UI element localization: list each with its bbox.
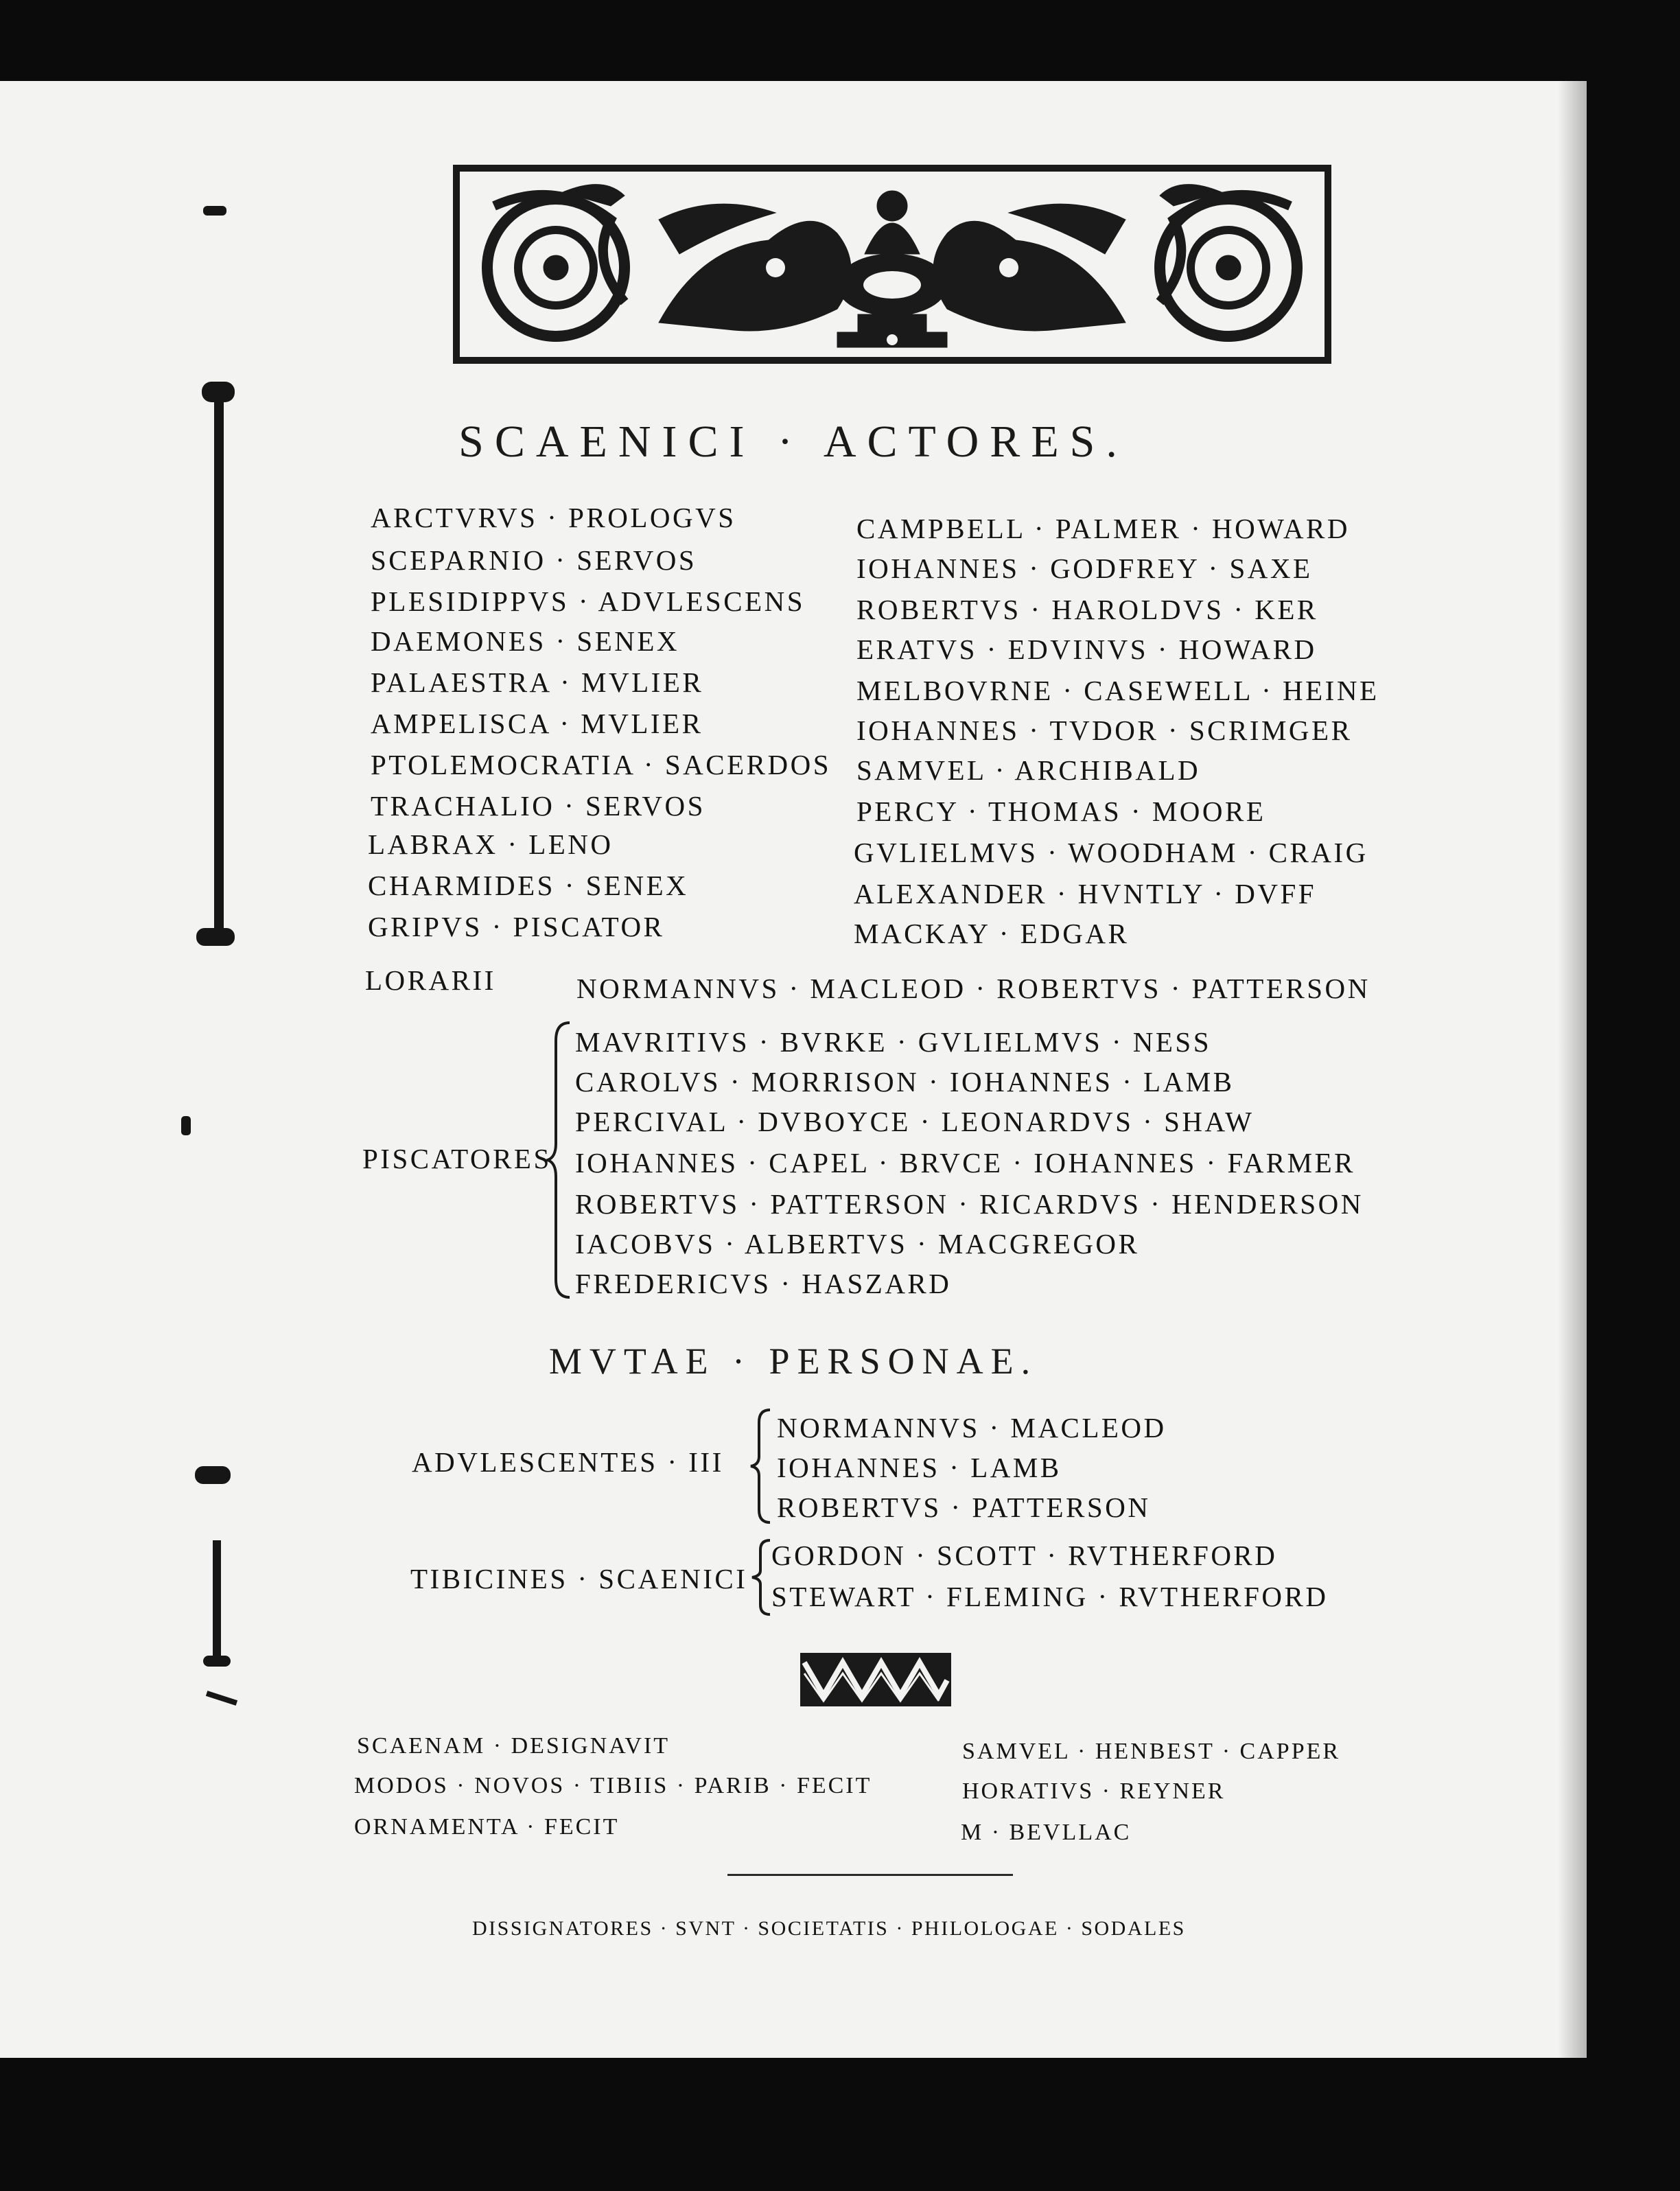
piscator-name: IACOBVS · ALBERTVS · MACGREGOR xyxy=(575,1228,1140,1260)
footer-note: DISSIGNATORES · SVNT · SOCIETATIS · PHILOLOGAE · SODALES xyxy=(472,1917,1186,1940)
binding-mark-mid xyxy=(181,1116,191,1135)
piscator-name: CAROLVS · MORRISON · IOHANNES · LAMB xyxy=(575,1066,1235,1098)
divider-rule xyxy=(727,1874,1013,1876)
binding-knot-upper-top xyxy=(202,382,235,402)
cast-role: TRACHALIO · SERVOS xyxy=(371,790,705,822)
tibicines-label: TIBICINES · SCAENICI xyxy=(410,1563,748,1595)
credit-task: SCAENAM · DESIGNAVIT xyxy=(357,1733,670,1759)
binding-mark-top xyxy=(203,206,226,216)
credit-task: ORNAMENTA · FECIT xyxy=(354,1814,620,1840)
cast-actor: CAMPBELL · PALMER · HOWARD xyxy=(856,513,1350,544)
credit-name: SAMVEL · HENBEST · CAPPER xyxy=(962,1739,1341,1764)
cast-actor: IOHANNES · TVDOR · SCRIMGER xyxy=(856,715,1353,746)
piscator-name: PERCIVAL · DVBOYCE · LEONARDVS · SHAW xyxy=(575,1106,1255,1137)
tibicen-name: STEWART · FLEMING · RVTHERFORD xyxy=(771,1581,1329,1612)
cast-actor: ROBERTVS · HAROLDVS · KER xyxy=(856,594,1318,625)
tibicines-brace xyxy=(751,1538,774,1617)
page-title: SCAENICI · ACTORES. xyxy=(458,417,1128,467)
cast-role: ARCTVRVS · PROLOGVS xyxy=(371,502,736,533)
cast-role: SCEPARNIO · SERVOS xyxy=(371,544,697,576)
cast-actor: ALEXANDER · HVNTLY · DVFF xyxy=(854,878,1317,909)
piscator-name: FREDERICVS · HASZARD xyxy=(575,1268,952,1299)
binding-stitch-lower xyxy=(213,1540,221,1667)
credit-task: MODOS · NOVOS · TIBIIS · PARIB · FECIT xyxy=(354,1773,872,1798)
cast-role: LABRAX · LENO xyxy=(368,828,614,860)
cast-actor: GVLIELMVS · WOODHAM · CRAIG xyxy=(854,837,1368,868)
binding-knot-lower-top xyxy=(195,1466,231,1484)
page-edge-shadow xyxy=(1558,81,1587,2058)
cast-actor: MELBOVRNE · CASEWELL · HEINE xyxy=(856,675,1379,706)
cast-actor: SAMVEL · ARCHIBALD xyxy=(856,754,1201,786)
cast-role: PTOLEMOCRATIA · SACERDOS xyxy=(371,749,831,780)
credit-name: HORATIVS · REYNER xyxy=(962,1778,1226,1804)
binding-knot-lower-bottom xyxy=(203,1656,231,1667)
griffin-ornament-header xyxy=(453,165,1331,364)
cast-actor: MACKAY · EDGAR xyxy=(854,918,1130,949)
binding-knot-upper-bottom xyxy=(196,928,235,946)
cast-role: DAEMONES · SENEX xyxy=(371,625,680,657)
piscator-name: IOHANNES · CAPEL · BRVCE · IOHANNES · FARMER xyxy=(575,1147,1355,1179)
cast-role: PALAESTRA · MVLIER xyxy=(371,666,704,698)
cast-role: GRIPVS · PISCATOR xyxy=(368,911,665,942)
zigzag-ornament xyxy=(800,1653,951,1706)
cast-actor: IOHANNES · GODFREY · SAXE xyxy=(856,553,1313,584)
cast-actor: ERATVS · EDVINVS · HOWARD xyxy=(856,634,1317,665)
lorarii-names: NORMANNVS · MACLEOD · ROBERTVS · PATTERSON xyxy=(576,973,1370,1004)
lorarii-label: LORARII xyxy=(365,964,496,996)
cast-role: CHARMIDES · SENEX xyxy=(368,870,689,901)
mutae-personae-title: MVTAE · PERSONAE. xyxy=(548,1341,1038,1382)
tibicen-name: GORDON · SCOTT · RVTHERFORD xyxy=(771,1540,1278,1571)
cast-role: AMPELISCA · MVLIER xyxy=(371,708,703,739)
adulescens-name: IOHANNES · LAMB xyxy=(777,1452,1062,1483)
adulescens-name: NORMANNVS · MACLEOD xyxy=(777,1412,1167,1444)
piscator-name: ROBERTVS · PATTERSON · RICARDVS · HENDERSON xyxy=(575,1188,1364,1220)
adulescentes-label: ADVLESCENTES · III xyxy=(412,1446,724,1478)
credit-name: M · BEVLLAC xyxy=(961,1820,1132,1845)
piscator-name: MAVRITIVS · BVRKE · GVLIELMVS · NESS xyxy=(575,1026,1212,1058)
piscatores-brace xyxy=(546,1020,574,1300)
cast-role: PLESIDIPPVS · ADVLESCENS xyxy=(371,586,806,617)
cast-actor: PERCY · THOMAS · MOORE xyxy=(856,796,1266,827)
piscatores-label: PISCATORES xyxy=(362,1143,552,1174)
adulescentes-brace xyxy=(749,1407,774,1525)
adulescens-name: ROBERTVS · PATTERSON xyxy=(777,1492,1151,1523)
